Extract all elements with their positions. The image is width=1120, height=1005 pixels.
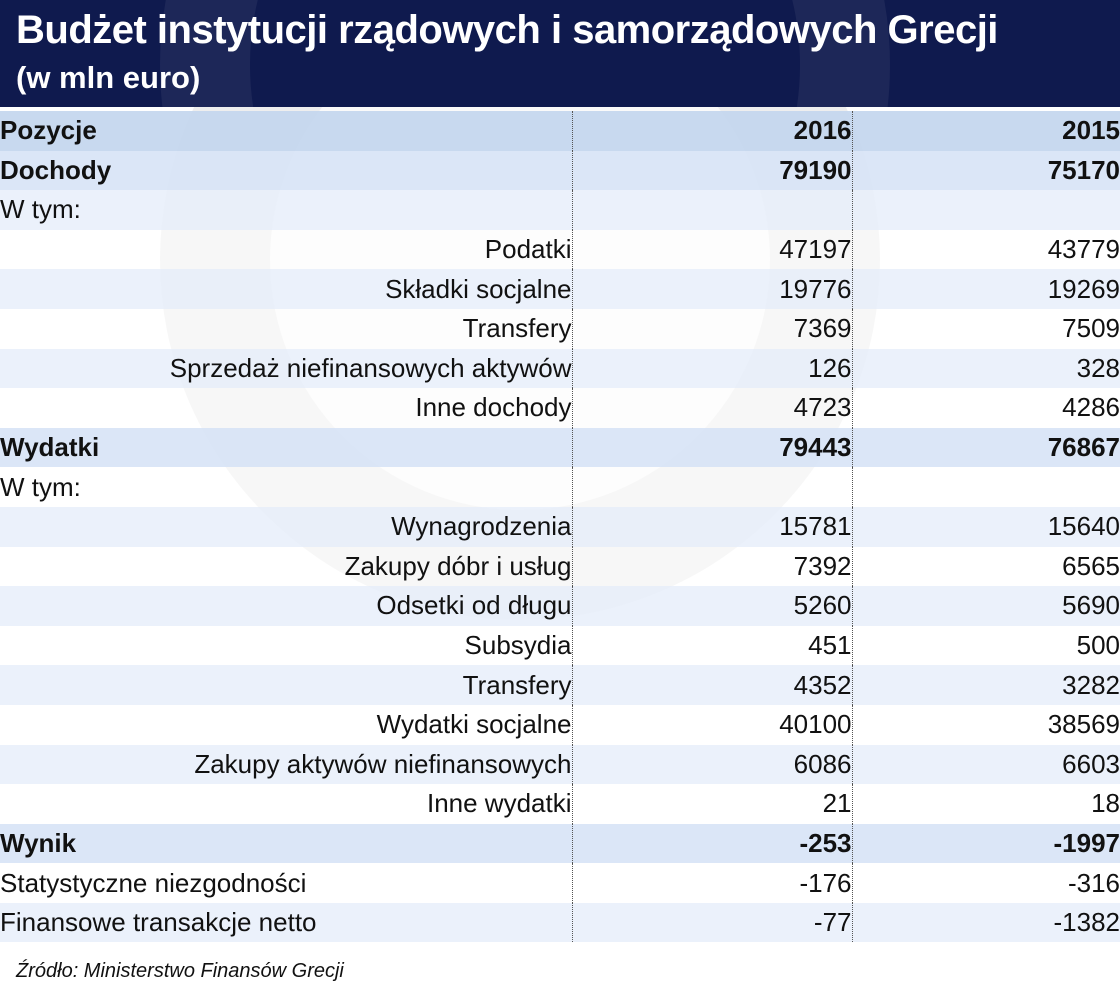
table-row bbox=[0, 507, 1120, 547]
row-label: W tym: bbox=[0, 471, 81, 502]
value-2016: 79190 bbox=[572, 151, 852, 191]
value-2016: 5260 bbox=[572, 586, 852, 626]
value-2016: 40100 bbox=[572, 705, 852, 745]
table-row-total bbox=[0, 428, 1120, 468]
value-2015: 38569 bbox=[852, 705, 1120, 745]
value-2016: 6086 bbox=[572, 745, 852, 785]
table-row bbox=[0, 586, 1120, 626]
row-label: Transfery bbox=[462, 313, 572, 344]
row-label: Zakupy aktywów niefinansowych bbox=[194, 748, 572, 779]
row-label: Inne dochody bbox=[415, 392, 572, 423]
value-2016: 4723 bbox=[572, 388, 852, 428]
table-row bbox=[0, 705, 1120, 745]
row-label: W tym: bbox=[0, 194, 81, 225]
value-2015: 5690 bbox=[852, 586, 1120, 626]
value-2016: 126 bbox=[572, 349, 852, 389]
table-row bbox=[0, 626, 1120, 666]
value-2016: -253 bbox=[572, 824, 852, 864]
table-row bbox=[0, 309, 1120, 349]
value-2015: 18 bbox=[852, 784, 1120, 824]
column-header-2016: 2016 bbox=[572, 111, 852, 151]
value-2015: 3282 bbox=[852, 665, 1120, 705]
value-2015: 19269 bbox=[852, 269, 1120, 309]
row-label: Wydatki bbox=[0, 432, 100, 463]
value-2016: 15781 bbox=[572, 507, 852, 547]
value-2016: 47197 bbox=[572, 230, 852, 270]
source-note: Źródło: Ministerstwo Finansów Grecji bbox=[16, 960, 344, 982]
table-row-total bbox=[0, 824, 1120, 864]
value-2015: 6565 bbox=[852, 547, 1120, 587]
row-label: Wynagrodzenia bbox=[391, 511, 572, 542]
value-2015: 4286 bbox=[852, 388, 1120, 428]
row-label: Dochody bbox=[0, 154, 112, 185]
value-2016: 21 bbox=[572, 784, 852, 824]
column-header-label: Pozycje bbox=[0, 115, 97, 146]
row-label: Odsetki od długu bbox=[376, 590, 572, 621]
value-2015: 500 bbox=[852, 626, 1120, 666]
table-row bbox=[0, 547, 1120, 587]
row-label: Sprzedaż niefinansowych aktywów bbox=[169, 352, 572, 383]
value-2015: 328 bbox=[852, 349, 1120, 389]
row-label: Statystyczne niezgodności bbox=[0, 867, 307, 898]
value-2016: 7392 bbox=[572, 547, 852, 587]
value-2015: 6603 bbox=[852, 745, 1120, 785]
value-2015: 7509 bbox=[852, 309, 1120, 349]
header-banner bbox=[0, 0, 1120, 107]
table-row bbox=[0, 230, 1120, 270]
row-label: Inne wydatki bbox=[426, 788, 572, 819]
column-header-2015: 2015 bbox=[852, 111, 1120, 151]
row-label: Wynik bbox=[0, 827, 77, 858]
page-subtitle: (w mln euro) bbox=[16, 60, 201, 95]
value-2016: 7369 bbox=[572, 309, 852, 349]
value-2016: -77 bbox=[572, 903, 852, 943]
value-2015: -1997 bbox=[852, 824, 1120, 864]
table-body bbox=[0, 151, 1120, 943]
value-2016 bbox=[572, 467, 852, 507]
value-2016 bbox=[572, 190, 852, 230]
value-2015: 76867 bbox=[852, 428, 1120, 468]
value-2016: 4352 bbox=[572, 665, 852, 705]
value-2015: 15640 bbox=[852, 507, 1120, 547]
table-header-row bbox=[0, 111, 1120, 151]
table-row bbox=[0, 467, 1120, 507]
row-label: Subsydia bbox=[464, 630, 572, 661]
value-2016: 19776 bbox=[572, 269, 852, 309]
value-2016: 451 bbox=[572, 626, 852, 666]
table-row bbox=[0, 269, 1120, 309]
value-2015 bbox=[852, 467, 1120, 507]
row-label: Składki socjalne bbox=[385, 273, 572, 304]
row-label: Podatki bbox=[484, 234, 572, 265]
row-label: Transfery bbox=[462, 669, 572, 700]
table-row bbox=[0, 863, 1120, 903]
value-2015: -1382 bbox=[852, 903, 1120, 943]
value-2015: 75170 bbox=[852, 151, 1120, 191]
table-row bbox=[0, 784, 1120, 824]
table-row bbox=[0, 745, 1120, 785]
table-row bbox=[0, 903, 1120, 943]
value-2015 bbox=[852, 190, 1120, 230]
row-label: Zakupy dóbr i usług bbox=[344, 550, 572, 581]
budget-table bbox=[0, 111, 1120, 942]
value-2016: -176 bbox=[572, 863, 852, 903]
value-2016: 79443 bbox=[572, 428, 852, 468]
value-2015: -316 bbox=[852, 863, 1120, 903]
table-row bbox=[0, 665, 1120, 705]
page-title: Budżet instytucji rządowych i samorządowych Grecji bbox=[16, 8, 998, 52]
table-row bbox=[0, 349, 1120, 389]
row-label: Finansowe transakcje netto bbox=[0, 907, 317, 938]
row-label: Wydatki socjalne bbox=[376, 709, 572, 740]
table-row bbox=[0, 190, 1120, 230]
table-row bbox=[0, 388, 1120, 428]
value-2015: 43779 bbox=[852, 230, 1120, 270]
table-row-total bbox=[0, 151, 1120, 191]
